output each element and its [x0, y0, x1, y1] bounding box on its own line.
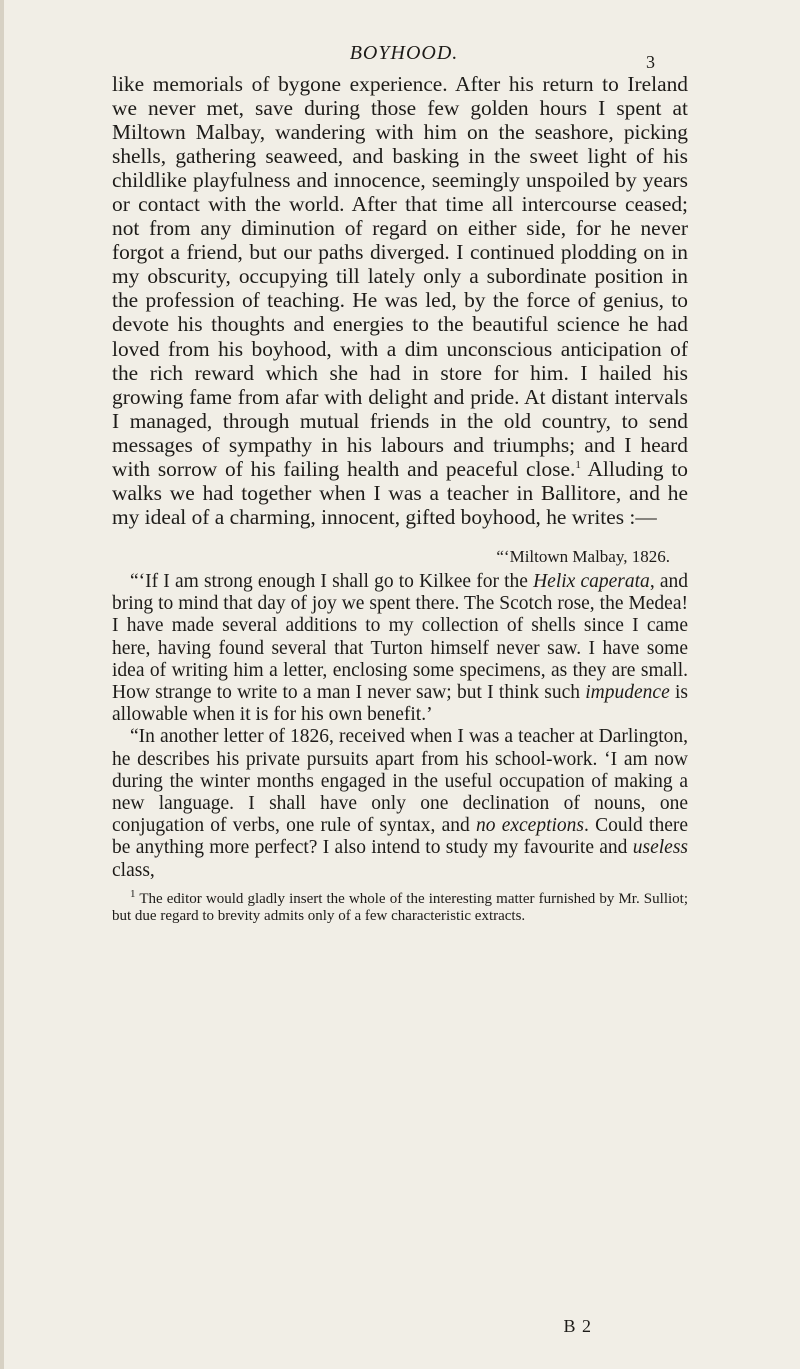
- quoted-letter-paragraph: [112, 726, 688, 881]
- quote-text: class,: [112, 859, 155, 881]
- footnote-reference: 1: [575, 458, 581, 471]
- quote-text: . Could there be anything more perfect? I also intend to study my favourite and: [112, 815, 688, 859]
- emphasized-word: useless: [632, 837, 688, 859]
- paragraph-text-tail: Alluding to walks we had together when I was a teacher in Ballitore, and he my ideal of a charming, innocent, gifted boyhood, he writes :—: [112, 456, 688, 529]
- emphasized-phrase: no exceptions: [475, 815, 584, 837]
- footnote-text: The editor would gladly insert the whole of the interesting matter furnished by Mr. Sulliot; but due regard to brevity admits only of a few characteristic extracts.: [112, 890, 688, 924]
- quoted-letter-paragraph: [112, 571, 688, 726]
- footnote: [112, 887, 688, 925]
- quote-text: “‘If I am strong enough I shall go to Kilkee for the: [130, 570, 534, 592]
- page-content: [112, 72, 688, 924]
- quote-text: , and bring to mind that day of joy we spent there. The Scotch rose, the Medea! I have made several additions to my collection of shells since I came here, having found several that Turton himself never saw. I have some idea of writing him a letter, enclosing some specimens, as they are small. How strange to write to a man I never saw; but I think such: [112, 570, 689, 703]
- footnote-marker: 1: [130, 887, 136, 900]
- emphasized-word: impudence: [585, 681, 670, 703]
- letter-place-date: “‘Miltown Malbay, 1826.: [496, 546, 670, 566]
- body-paragraph: [112, 72, 688, 529]
- quote-text: is allowable when it is for his own benefit.’: [112, 681, 688, 726]
- species-name: Helix caperata: [533, 570, 650, 592]
- printer-signature: B 2: [563, 1316, 592, 1336]
- running-head: BOYHOOD.: [349, 42, 459, 64]
- page-number: 3: [646, 52, 655, 72]
- quote-text: “In another letter of 1826, received when I was a teacher at Darlington, he describes his private pursuits apart from his school-work. ‘I am now during the winter months engaged in the useful occupation of making a new language. I shall have only one declination of nouns, one conjugation of verbs, one rule of syntax, and: [112, 726, 688, 837]
- paragraph-text: like memorials of bygone experience. After his return to Ireland we never met, save during those few golden hours I spent at Miltown Malbay, wandering with him on the seashore, picking shells, gathering seaweed, and basking in the sweet light of his childlike playfulness and innocence, seemingly unspoiled by years or contact with the world. After that time all intercourse ceased; not from any diminution of regard on either side, for he never forgot a friend, but our paths diverged. I continued plodding on in my obscurity, occupying till lately only a subordinate position in the profession of teaching. He was led, by the force of genius, to devote his thoughts and energies to the beautiful science he had loved from his boyhood, with a dim unconscious anticipation of the rich reward which she had in store for him. I hailed his growing fame from afar with delight and pride. At distant intervals I managed, through mutual friends in the old country, to send messages of sympathy in his labours and triumphs; and I heard with sorrow of his failing health and peaceful close.: [112, 72, 688, 481]
